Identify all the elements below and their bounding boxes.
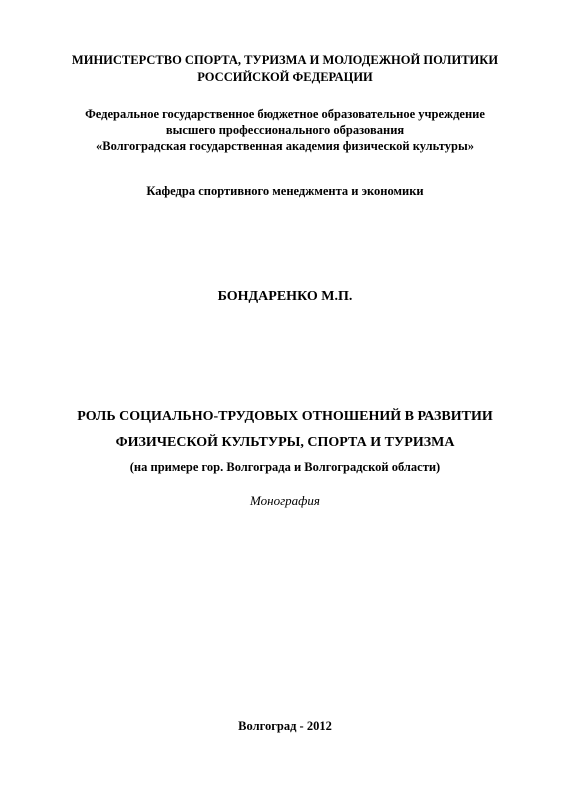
ministry-line-1: МИНИСТЕРСТВО СПОРТА, ТУРИЗМА И МОЛОДЕЖНОЙ ПОЛИТИКИ	[71, 53, 499, 67]
place-year: Волгоград - 2012	[238, 719, 332, 733]
author-name: БОНДАРЕНКО М.П.	[217, 289, 353, 304]
department-name: Кафедра спортивного менеджмента и экономики	[146, 184, 424, 198]
institution-line-1: Федеральное государственное бюджетное образовательное учреждение	[85, 107, 485, 121]
book-title-line-2: ФИЗИЧЕСКОЙ КУЛЬТУРЫ, СПОРТА И ТУРИЗМА	[115, 435, 455, 450]
book-genre: Монография	[250, 493, 320, 508]
institution-line-2: высшего профессионального образования	[165, 123, 405, 137]
institution-line-3: «Волгоградская государственная академия физической культуры»	[96, 139, 474, 153]
book-title-line-1: РОЛЬ СОЦИАЛЬНО-ТРУДОВЫХ ОТНОШЕНИЙ В РАЗВИТИИ	[77, 409, 493, 424]
book-subtitle: (на примере гор. Волгограда и Волгоградской области)	[129, 460, 441, 474]
ministry-line-2: РОССИЙСКОЙ ФЕДЕРАЦИИ	[197, 70, 373, 84]
